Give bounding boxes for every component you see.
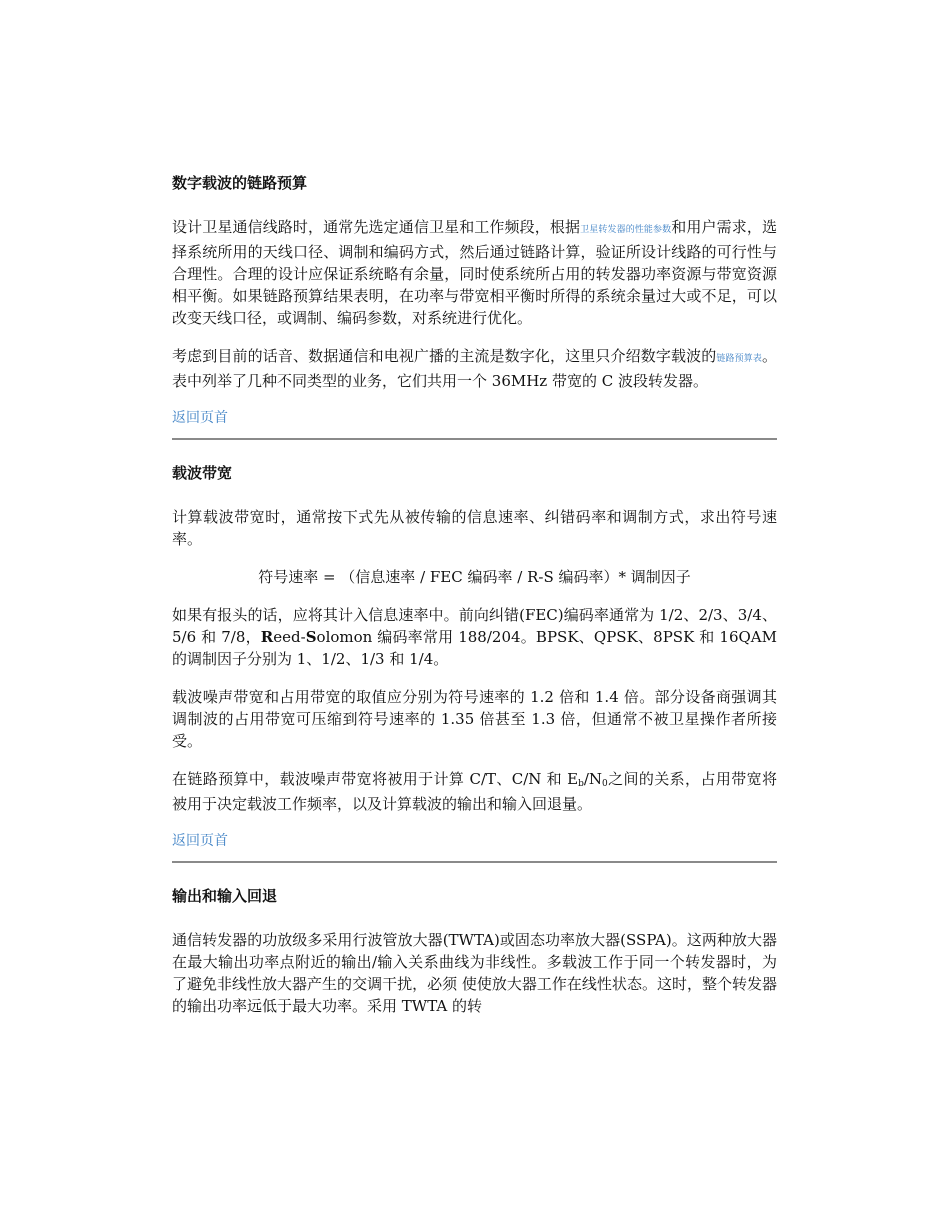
paragraph: 载波噪声带宽和占用带宽的取值应分别为符号速率的 1.2 倍和 1.4 倍。部分设备商强调其调制波的占用带宽可压缩到符号速率的 1.35 倍甚至 1.3 倍，但通常不被卫星操作者所接受。 xyxy=(172,688,777,750)
subscript: b xyxy=(578,779,584,789)
text-span: olomon 编码率常用 188/204。BPSK、QPSK、8PSK 和 16QAM 的调制因子分别为 1、1/2、1/3 和 1/4。 xyxy=(172,628,777,668)
text-span: 之间的关系，占用带宽将被用于决定载波工作频率，以及计算载波的输出和输入回退量。 xyxy=(172,770,777,813)
paragraph xyxy=(172,345,777,392)
text-span: eed- xyxy=(273,628,306,646)
section-link-budget xyxy=(172,172,777,428)
symbol-rate-formula: 符号速率 = （信息速率 / FEC 编码率 / R-S 编码率）* 调制因子 xyxy=(258,568,691,586)
text-span: 和用户需求，选择系统所用的天线口径、调制和编码方式，然后通过链路计算，验证所设计线路的可行性与合理性。合理的设计应保证系统略有余量，同时使系统所占用的转发器功率资源与带宽资源相平衡。如果链路预算结果表明，在功率与带宽相平衡时所得的系统余量过大或不足，可以改变天线口径，或调制、编码参数，对系统进行优化。 xyxy=(172,218,777,327)
section-title: 输出和输入回退 xyxy=(172,887,278,905)
paragraph xyxy=(172,604,777,670)
back-to-top-link[interactable]: 返回页首 xyxy=(172,833,228,849)
text-span: S xyxy=(305,628,317,646)
text-span: 考虑到目前的话音、数据通信和电视广播的主流是数字化，这里只介绍数字载波的 xyxy=(172,347,717,365)
paragraph xyxy=(172,216,777,329)
divider xyxy=(172,861,777,863)
section-title: 载波带宽 xyxy=(172,464,233,482)
text-span: 设计卫星通信线路时，通常先选定通信卫星和工作频段，根据 xyxy=(172,218,581,236)
text-span: R xyxy=(260,628,274,646)
subscript: 0 xyxy=(602,779,608,789)
text-span: 在链路预算中，载波噪声带宽将被用于计算 C/T、C/N 和 E xyxy=(172,770,579,788)
section-output-input-backoff xyxy=(172,885,777,1017)
text-span: 。表中列举了几种不同类型的业务，它们共用一个 36MHz 带宽的 C 波段转发器。 xyxy=(172,347,777,390)
paragraph: 计算载波带宽时，通常按下式先从被传输的信息速率、纠错码率和调制方式，求出符号速率。 xyxy=(172,508,777,548)
link-budget-table-link[interactable]: 链路预算表 xyxy=(716,354,762,364)
section-carrier-bandwidth xyxy=(172,462,777,851)
back-to-top-link[interactable]: 返回页首 xyxy=(172,410,228,426)
section-title: 数字载波的链路预算 xyxy=(172,174,308,192)
text-span: 如果有报头的话，应将其计入信息速率中。前向纠错(FEC)编码率通常为 1/2、2/3、3/4、5/6 和 7/8， xyxy=(172,606,777,646)
transponder-params-link[interactable]: 卫星转发器的性能参数 xyxy=(580,225,672,235)
paragraph xyxy=(172,768,777,815)
paragraph: 通信转发器的功放级多采用行波管放大器(TWTA)或固态功率放大器(SSPA)。这两种放大器在最大输出功率点附近的输出/输入关系曲线为非线性。多载波工作于同一个转发器时，为了避免非线性放大器产生的交调干扰，必须 使使放大器工作在线性状态。这时，整个转发器的输出功率远低于最大功率。采用 TWTA 的转 xyxy=(172,931,777,1015)
text-span: /N xyxy=(583,770,603,788)
divider xyxy=(172,438,777,440)
document-content xyxy=(172,172,777,1033)
